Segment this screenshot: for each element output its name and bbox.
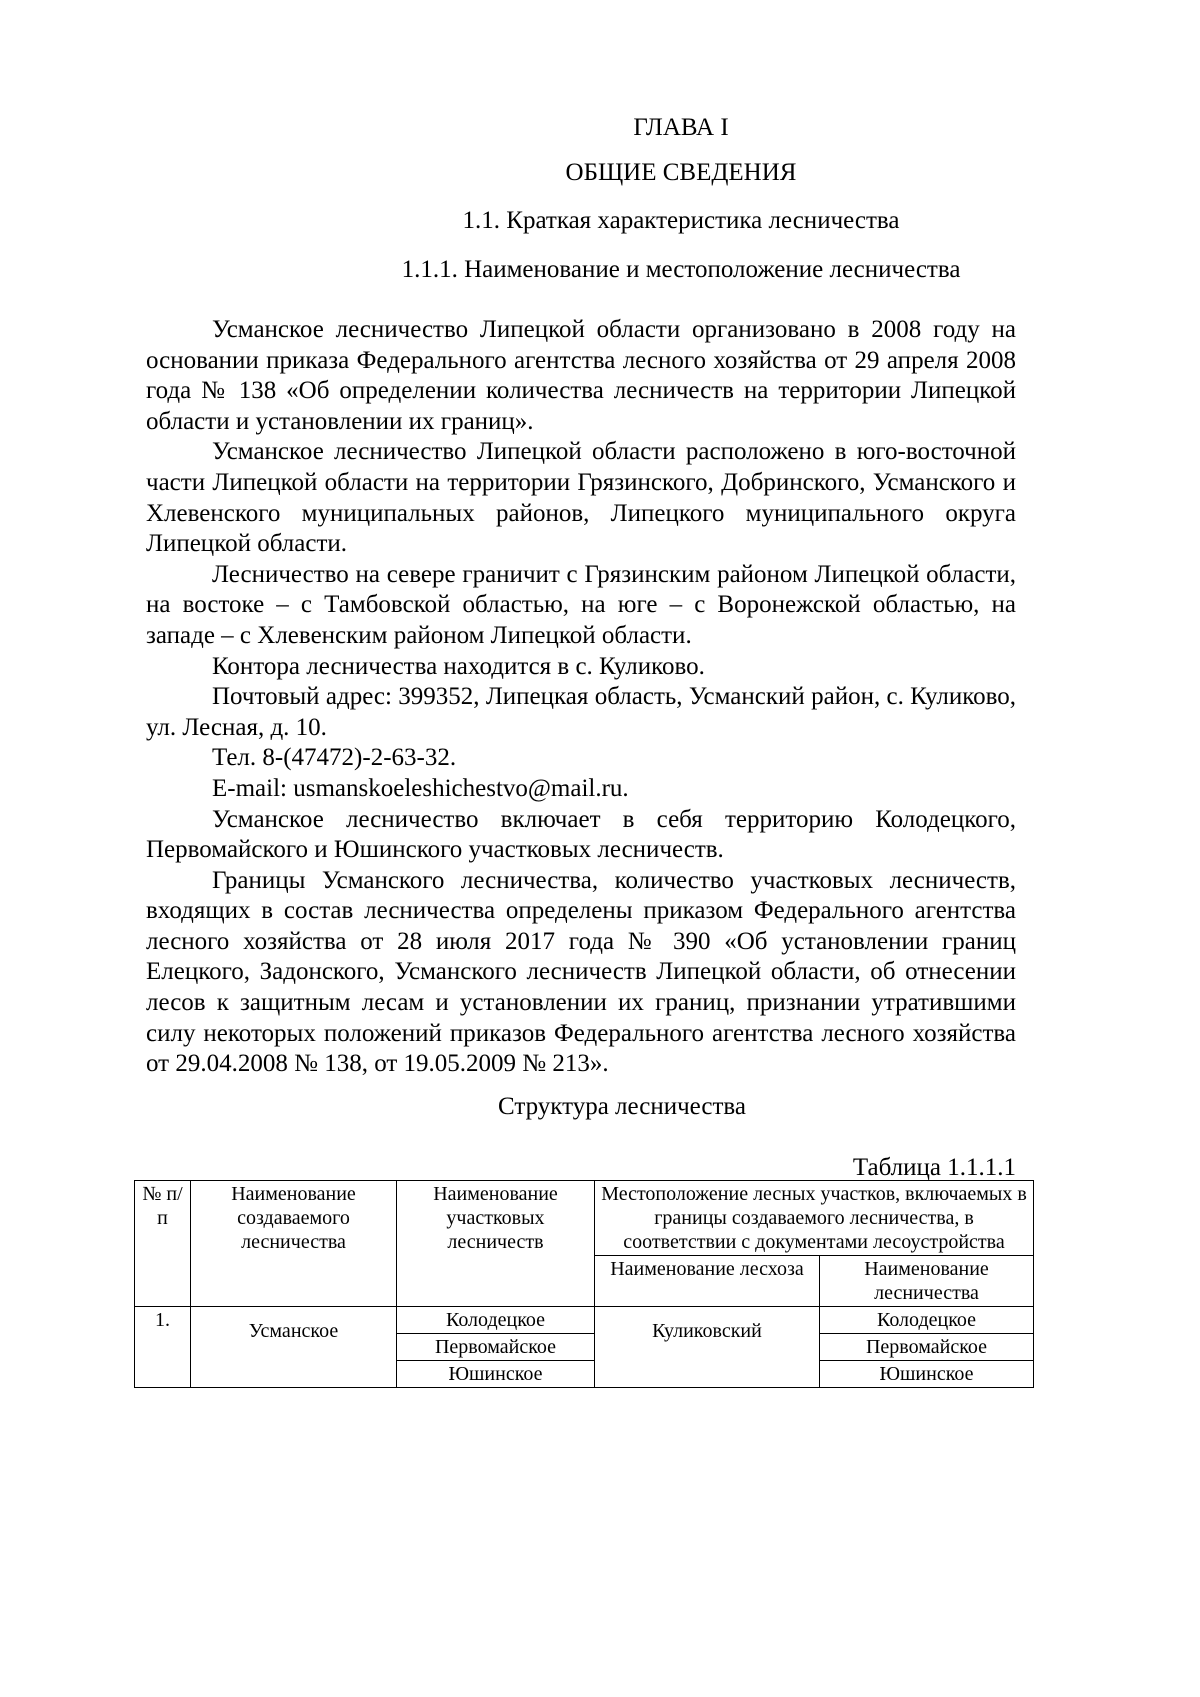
cell-district: Колодецкое: [397, 1307, 595, 1334]
body-text: [146, 315, 1016, 1080]
cell-district: Юшинское: [397, 1361, 595, 1388]
paragraph-organization: Усманское лесничество Липецкой области организовано в 2008 году на основании приказа Федерального агентства лесного хозяйства от 29 апреля 2008 года № 138 «Об определении количества лесничеств на территории Липецкой области и установлении их границ».: [146, 316, 1016, 435]
structure-title: Структура лесничества: [498, 1093, 746, 1120]
table-header-row: [135, 1181, 1034, 1256]
section-heading: 1.1. Краткая характеристика лесничества: [462, 207, 900, 234]
paragraph-postal-address: Почтовый адрес: 399352, Липецкая область, Усманский район, с. Куликово, ул. Лесная, д. 10.: [146, 683, 1016, 741]
table-row: [135, 1307, 1034, 1334]
cell-num: 1.: [135, 1307, 191, 1388]
paragraph-order: Границы Усманского лесничества, количество участковых лесничеств, входящих в состав лесничества определены приказом Федерального агентства лесного хозяйства от 28 июля 2017 года № 390 «Об установлении границ Елецкого, Задонского, Усманского лесничеств Липецкой области, об отнесении лесов к защитным лесам и установлении их границ, признании утратившими силу некоторых положений приказов Федерального агентства лесного хозяйства от 29.04.2008 № 138, от 19.05.2009 № 213».: [146, 866, 1016, 1078]
header-forestry-name: Наименование создаваемого лесничества: [191, 1181, 397, 1307]
chapter-heading: ГЛАВА I: [633, 114, 729, 141]
paragraph-territory: Усманское лесничество включает в себя территорию Колодецкого, Первомайского и Юшинского участковых лесничеств.: [146, 805, 1016, 864]
paragraph-email: E-mail: usmanskoeleshichestvo@mail.ru.: [212, 774, 629, 802]
header-district-names: Наименование участковых лесничеств: [397, 1181, 595, 1307]
header-leskhoz: Наименование лесхоза: [595, 1256, 820, 1307]
paragraph-phone: Тел. 8-(47472)-2-63-32.: [212, 744, 457, 772]
header-lesnichestvo: Наименование лесничества: [820, 1256, 1034, 1307]
cell-forestry: Усманское: [191, 1307, 397, 1388]
structure-table: [134, 1180, 1034, 1388]
cell-district: Первомайское: [397, 1334, 595, 1361]
header-num: № п/п: [135, 1181, 191, 1307]
paragraph-borders: Лесничество на севере граничит с Грязинским районом Липецкой области, на востоке – с Тамбовской областью, на юге – с Воронежской областью, на западе – с Хлевенским районом Липецкой области.: [146, 560, 1016, 649]
cell-lesnichestvo: Юшинское: [820, 1361, 1034, 1388]
cell-leskhoz: Куликовский: [595, 1307, 820, 1388]
header-location: Местоположение лесных участков, включаемых в границы создаваемого лесничества, в соответствии с документами лесоустройства: [595, 1181, 1034, 1256]
subsection-heading: 1.1.1. Наименование и местоположение лесничества: [401, 256, 961, 283]
paragraph-location: Усманское лесничество Липецкой области расположено в юго-восточной части Липецкой области на территории Грязинского, Добринского, Усманского и Хлевенского муниципальных районов, Липецкого муниципального округа Липецкой области.: [146, 438, 1016, 558]
cell-lesnichestvo: Первомайское: [820, 1334, 1034, 1361]
cell-lesnichestvo: Колодецкое: [820, 1307, 1034, 1334]
general-heading: ОБЩИЕ СВЕДЕНИЯ: [565, 159, 797, 186]
table-label: Таблица 1.1.1.1: [852, 1154, 1016, 1181]
paragraph-office: Контора лесничества находится в с. Куликово.: [212, 652, 705, 680]
